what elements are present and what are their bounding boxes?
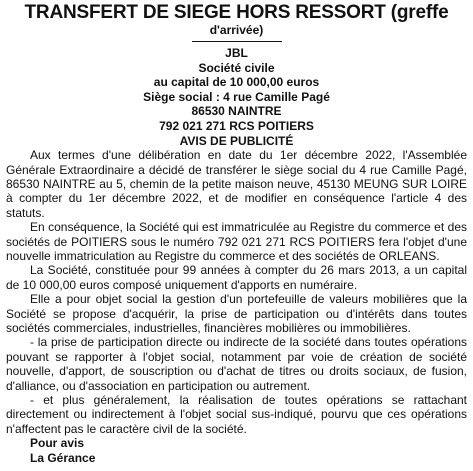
signoff-for-notice: Pour avis — [30, 436, 85, 451]
paragraph-transfer: Aux termes d'une délibération en date du 1er décembre 2022, l'Assemblée Générale Extraordinaire a décidé de transférer le siège social du 4 rue Camille Pagé, 86530 NAINTRE au 5, chemin de la petite maison neuve, 45130 MEUNG SUR LOIRE à compter du 1er décembre 2022, et de modifier en conséquence l'article 4 des statuts. — [6, 148, 467, 220]
paragraph-purpose: Elle a pour objet social la gestion d'un portefeuille de valeurs mobilières que la Société se propose d'acquérir, la prise de participation ou d'intérêts dans toutes sociétés commerciales, industrielles, financières mobilières ou immobilières. — [6, 292, 467, 336]
paragraph-duration: La Société, constituée pour 99 années à compter du 26 mars 2013, a un capital de 10 000,00 euros composé uniquement d'apports en numéraire. — [6, 263, 467, 292]
notice-body — [6, 148, 467, 436]
signoff-management: La Gérance — [30, 450, 96, 465]
company-name: JBL — [225, 46, 248, 60]
company-city: 86530 NAINTRE — [191, 104, 282, 119]
announcement-label: AVIS DE PUBLICITÉ — [179, 133, 294, 148]
company-form: Société civile — [198, 60, 275, 75]
paragraph-participation: - la prise de participation directe ou indirecte de la société dans toutes opérations pouvant se rapporter à l'objet social, notamment par voie de création de société nouvelle, d'apport, de souscription ou d'achat de titres ou droits sociaux, de fusion, d'alliance, ou d'association en participation ou autrement. — [6, 335, 467, 393]
notice-title: TRANSFERT DE SIEGE HORS RESSORT (greffe — [24, 2, 449, 23]
company-header — [6, 46, 467, 148]
company-seat: Siège social : 4 rue Camille Pagé — [143, 89, 330, 104]
company-rcs: 792 021 271 RCS POITIERS — [159, 118, 314, 133]
company-capital: au capital de 10 000,00 euros — [153, 75, 320, 90]
paragraph-registration: En conséquence, la Société qui est immatriculée au Registre du commerce et des sociétés de POITIERS sous le numéro 792 021 271 RCS POITIERS fera l'objet d'une nouvelle immatriculation au Registre du commerce et des sociétés de ORLEANS. — [6, 220, 467, 263]
notice-subtitle: d'arrivée) — [209, 23, 264, 37]
paragraph-general: - et plus généralement, la réalisation de toutes opérations se rattachant directement ou indirectement à l'objet social sus-indiqué, pourvu que ces opérations n'affectent pas le caractère civil de la société. — [6, 393, 467, 436]
title-divider — [192, 41, 282, 42]
